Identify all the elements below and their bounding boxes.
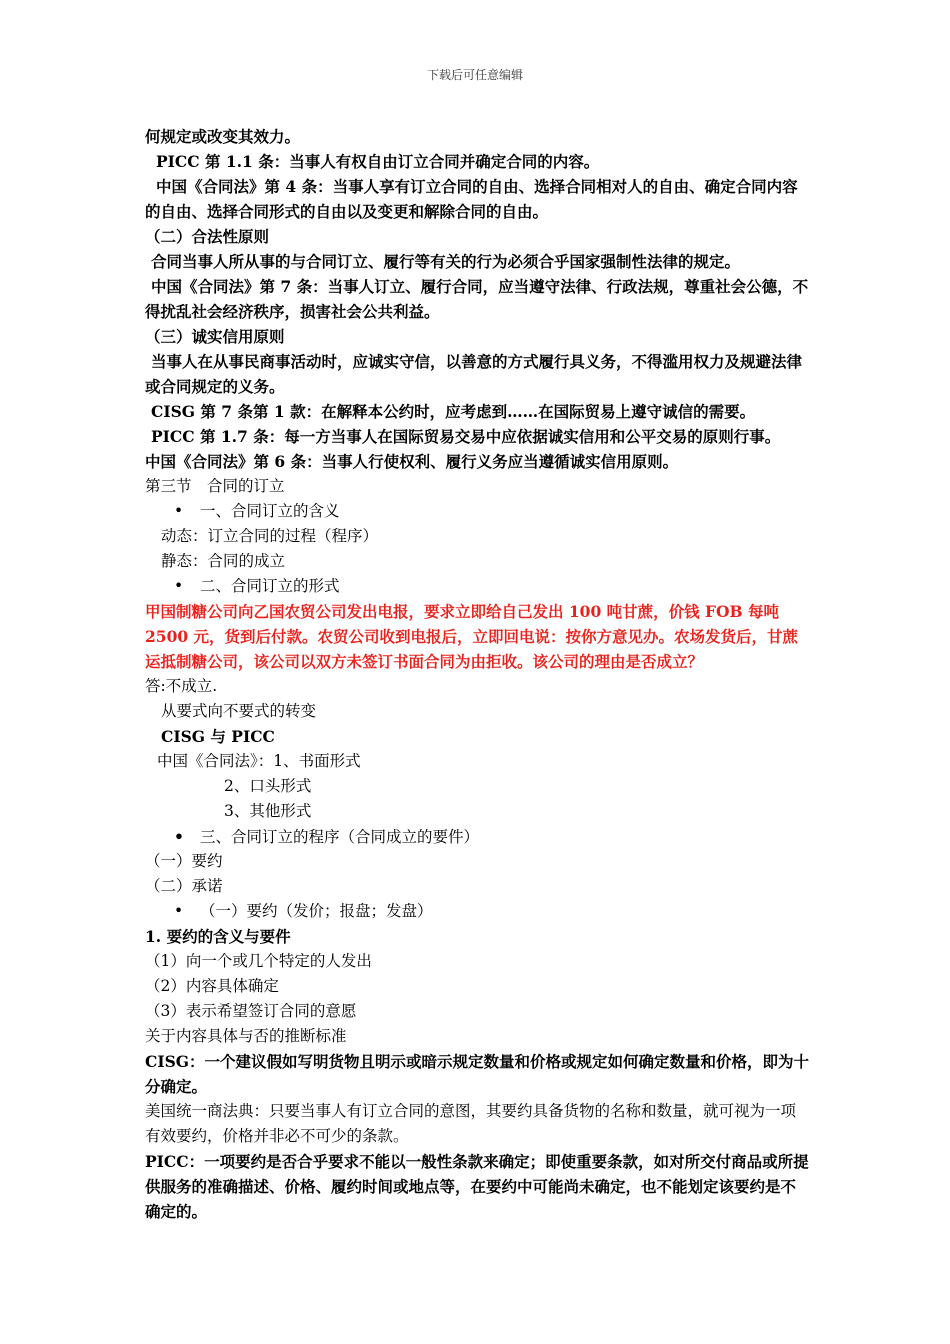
paragraph-legality: 合同当事人所从事的与合同订立、履行等有关的行为必须合乎国家强制性法律的规定。 <box>151 252 741 271</box>
bullet-icon: • <box>174 827 184 846</box>
list-item: （1）向一个或几个特定的人发出 <box>145 952 372 970</box>
bullet-item-label: 三、合同订立的程序（合同成立的要件） <box>200 828 480 846</box>
subheading-certainty: 关于内容具体与否的推断标准 <box>145 1027 347 1045</box>
paragraph-picc: PICC：一项要约是否合乎要求不能以一般性条款来确定；即使重要条款，如对所交付商品或所提供服务的准确描述、价格、履约时间或地点等，在要约中可能尚未确定，也不能划定该要约是不确定的。 <box>145 1152 809 1221</box>
document-body <box>145 124 810 1224</box>
article-picc-1-1: PICC 第 1.1 条：当事人有权自由订立合同并确定合同的内容。 <box>156 152 600 171</box>
definition-static: 静态：合同的成立 <box>161 552 286 570</box>
list-item-acceptance: （二）承诺 <box>145 877 223 895</box>
text-line: 从要式向不要式的转变 <box>161 702 317 720</box>
paragraph-cisg: CISG：一个建议假如写明货物且明示或暗示规定数量和价格或规定如何确定数量和价格，即为十分确定。 <box>145 1052 810 1096</box>
article-contract-law-7: 中国《合同法》第 7 条：当事人订立、履行合同，应当遵守法律、行政法规，尊重社会公德，不得扰乱社会经济秩序，损害社会公共利益。 <box>145 277 809 321</box>
page-header: 下载后可任意编辑 <box>426 68 523 82</box>
form-list-item: 3、其他形式 <box>224 802 312 820</box>
section-heading-good-faith: （三）诚实信用原则 <box>145 327 285 346</box>
paragraph-good-faith: 当事人在从事民商事活动时，应诚实守信，以善意的方式履行具义务，不得滥用权力及规避法律或合同规定的义务。 <box>145 352 803 396</box>
section-heading-legality: （二）合法性原则 <box>145 227 270 246</box>
bullet-item-procedure <box>145 824 810 849</box>
article-cisg-7-1: CISG 第 7 条第 1 款：在解释本公约时，应考虑到……在国际贸易上遵守诚信的需要。 <box>151 402 756 421</box>
list-item: （3）表示希望签订合同的意愿 <box>145 1002 357 1020</box>
list-item: （2）内容具体确定 <box>145 977 279 995</box>
form-list-heading: 中国《合同法》：1、书面形式 <box>157 752 361 770</box>
bullet-item-meaning <box>145 499 810 524</box>
bullet-icon: • <box>174 902 184 920</box>
article-picc-1-7: PICC 第 1.7 条：每一方当事人在国际贸易交易中应依据诚实信用和公平交易的原则行事。 <box>151 427 781 446</box>
definition-dynamic: 动态：订立合同的过程（程序） <box>161 527 379 545</box>
bullet-item-form <box>145 574 810 599</box>
answer-line: 答:不成立. <box>145 677 218 695</box>
bullet-item-offer <box>145 899 810 924</box>
bullet-item-label: （一）要约（发价；报盘；发盘） <box>200 902 433 920</box>
paragraph-ucc: 美国统一商法典：只要当事人有订立合同的意图，其要约具备货物的名称和数量，就可视为一项有效要约，价格并非必不可少的条款。 <box>145 1102 797 1145</box>
section-title-formation: 第三节 合同的订立 <box>145 477 285 495</box>
list-item-offer: （一）要约 <box>145 852 223 870</box>
bullet-item-label: 二、合同订立的形式 <box>200 577 340 595</box>
article-contract-law-4: 中国《合同法》第 4 条：当事人享有订立合同的自由、选择合同相对人的自由、确定合同内容的自由、选择合同形式的自由以及变更和解除合同的自由。 <box>145 177 798 221</box>
text-line: CISG 与 PICC <box>161 727 275 746</box>
article-contract-law-6: 中国《合同法》第 6 条：当事人行使权利、履行义务应当遵循诚实信用原则。 <box>145 452 679 471</box>
form-list-item: 2、口头形式 <box>224 777 312 795</box>
text-line: 何规定或改变其效力。 <box>145 127 301 146</box>
bullet-icon: • <box>174 502 184 520</box>
subheading-offer-elements: 1. 要约的含义与要件 <box>145 927 291 946</box>
bullet-icon: • <box>174 577 184 595</box>
case-study-red: 甲国制糖公司向乙国农贸公司发出电报，要求立即给自己发出 100 吨甘蔗，价钱 FOB 每吨 2500 元，货到后付款。农贸公司收到电报后，立即回电说：按你方意见办。农场发货后，甘蔗运抵制糖公司，该公司以双方未签订书面合同为由拒收。该公司的理由是否成立？ <box>145 602 799 671</box>
bullet-item-label: 一、合同订立的含义 <box>200 502 340 520</box>
